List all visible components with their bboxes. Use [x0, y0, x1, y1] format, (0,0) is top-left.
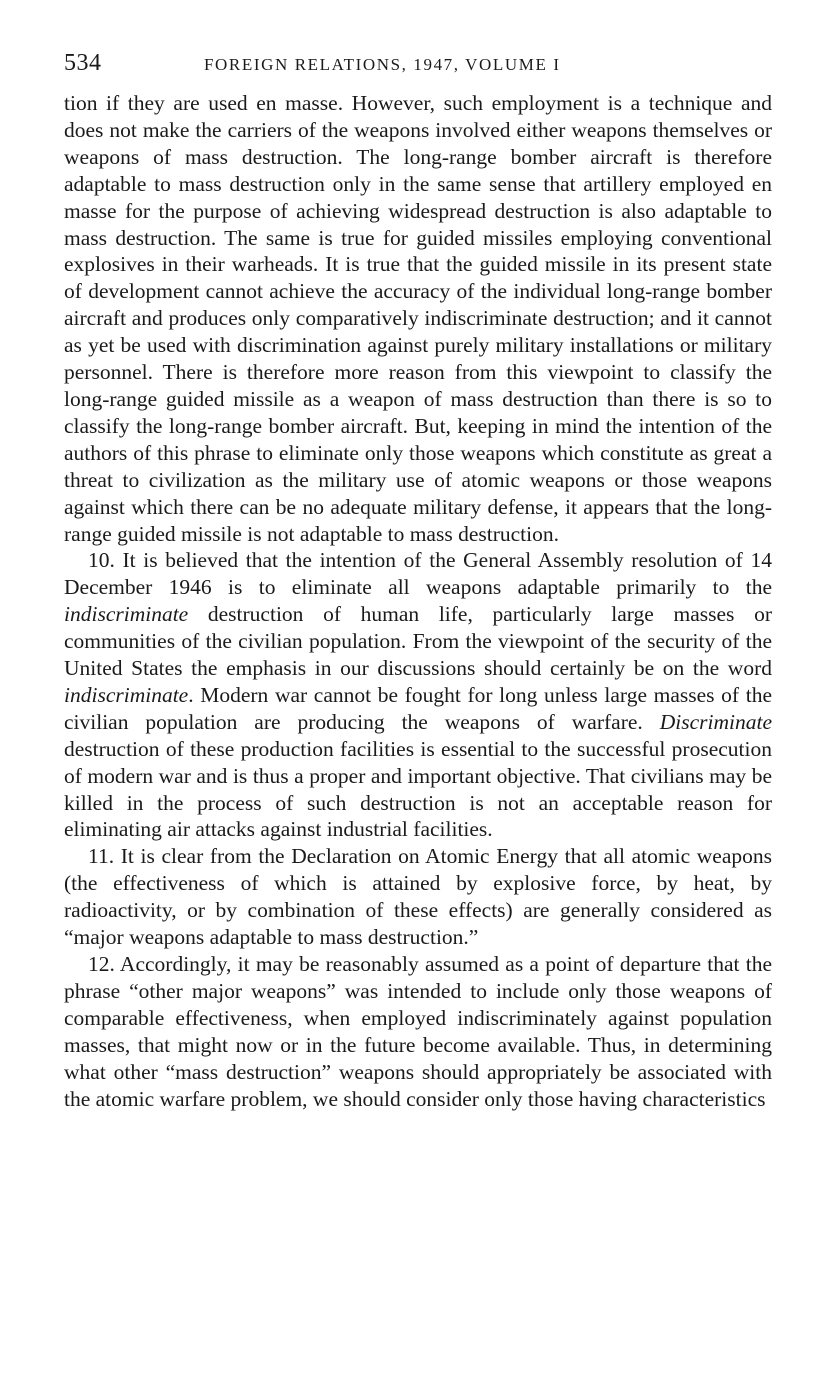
- document-page: [64, 50, 772, 1112]
- text-segment: destruction of these production facilities is essential to the successful prosecution of modern war and is thus a proper and important objective. That civilians may be killed in the process of such destruction is not an acceptable reason for eliminating air attacks against industrial facilities.: [64, 736, 772, 842]
- page-number: 534: [64, 50, 102, 76]
- text-segment: 11. It is clear from the Declaration on Atomic Energy that all atomic weapons (the effectiveness of which is attained by explosive force, by heat, by radioactivity, or by combination of these effects) are generally considered as “major weapons adaptable to mass destruction.”: [64, 844, 772, 950]
- body-text: [64, 90, 772, 1112]
- text-segment: tion if they are used en masse. However, such employment is a technique and does not make the carriers of the weapons involved either weapons themselves or weapons of mass destruction. The long-range bomber aircraft is therefore adaptable to mass destruction only in the same sense that artillery employed en masse for the purpose of achieving widespread destruction is also adaptable to mass destruction. The same is true for guided missiles employing conventional explosives in their warheads. It is true that the guided missile in its present state of development cannot achieve the accuracy of the individual long-range bomber aircraft and produces only comparatively indiscriminate destruction; and it cannot as yet be used with discrimination against purely military installations or military personnel. There is therefore more reason from this viewpoint to classify the long-range guided missile as a weapon of mass destruction than there is so to classify the long-range bomber aircraft. But, keeping in mind the intention of the authors of this phrase to eliminate only those weapons which constitute as great a threat to civilization as the military use of atomic weapons or those weapons against which there can be no adequate military defense, it appears that the long-range guided missile is not adaptable to mass destruction.: [64, 91, 772, 546]
- running-head: FOREIGN RELATIONS, 1947, VOLUME I: [204, 55, 561, 74]
- text-segment: . Modern war cannot be fought for long unless large masses of the civilian population are producing the weapons of warfare.: [64, 682, 772, 734]
- emphasis-text: indiscriminate: [64, 682, 189, 707]
- page-header: [64, 50, 772, 84]
- text-segment: 10. It is believed that the intention of the General Assembly resolution of 14 December 1946 is to eliminate all weapons adaptable primarily to the: [64, 548, 772, 600]
- emphasis-text: Discriminate: [659, 709, 772, 734]
- paragraph-continuation: [64, 90, 772, 547]
- text-segment: destruction of human life, particularly large masses or communities of the civilian population. From the viewpoint of the security of the United States the emphasis in our discussions should certainly be on the word: [64, 602, 772, 681]
- paragraph-11: [64, 843, 772, 951]
- paragraph-10: [64, 547, 772, 843]
- paragraph-12: [64, 951, 772, 1112]
- emphasis-text: indiscriminate: [64, 602, 189, 627]
- text-segment: 12. Accordingly, it may be reasonably assumed as a point of departure that the phrase “other major weapons” was intended to include only those weapons of comparable effectiveness, when employed indiscriminately against population masses, that might now or in the future become available. Thus, in determining what other “mass destruction” weapons should appropriately be associated with the atomic warfare problem, we should consider only those having characteristics: [64, 952, 772, 1111]
